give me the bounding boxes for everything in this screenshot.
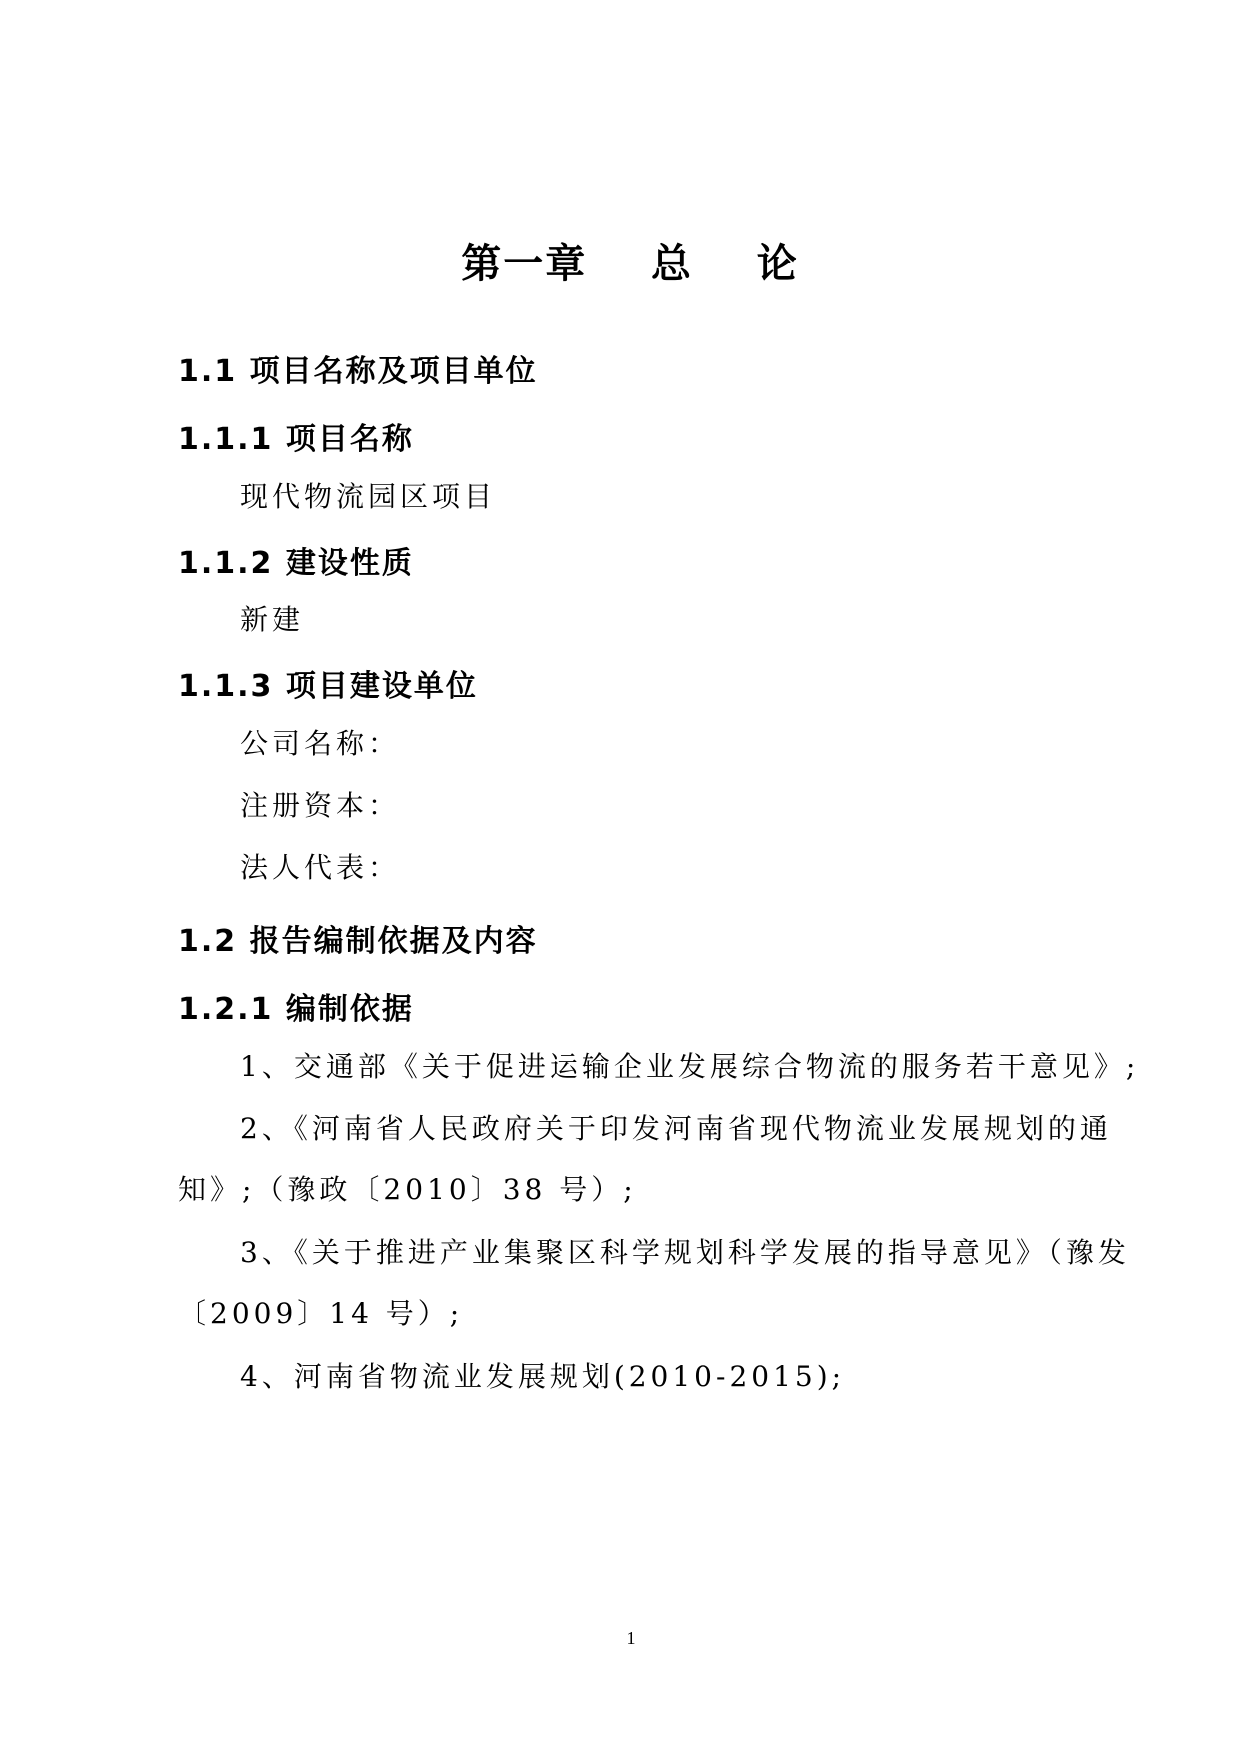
basis-item-3-line-1: 3、《关于推进产业集聚区科学规划科学发展的指导意见》（豫发 [240,1236,1130,1269]
basis-item-2-line-2: 知》;（豫政〔2010〕38 号）; [178,1173,637,1206]
registered-capital-label: 注册资本： [240,789,401,822]
company-name-label: 公司名称： [240,727,401,760]
section-heading-1-1: 1.1 项目名称及项目单位 [178,354,538,389]
section-heading-1-1-3: 1.1.3 项目建设单位 [178,669,478,704]
construction-nature-text: 新建 [240,603,305,636]
basis-item-3-line-2: 〔2009〕14 号）; [178,1297,464,1330]
section-heading-1-2-1: 1.2.1 编制依据 [178,992,414,1027]
section-heading-1-1-2: 1.1.2 建设性质 [178,546,414,581]
section-heading-1-1-1: 1.1.1 项目名称 [178,422,414,457]
section-heading-1-2: 1.2 报告编制依据及内容 [178,924,538,959]
chapter-title: 第一章 总 论 [461,241,799,287]
basis-item-4: 4、河南省物流业发展规划(2010-2015); [240,1360,846,1393]
legal-representative-label: 法人代表： [240,851,401,884]
basis-item-2-line-1: 2、《河南省人民政府关于印发河南省现代物流业发展规划的通 [240,1112,1112,1145]
basis-item-1: 1、交通部《关于促进运输企业发展综合物流的服务若干意见》; [240,1050,1140,1083]
project-name-text: 现代物流园区项目 [240,480,497,513]
page-number: 1 [626,1628,636,1648]
